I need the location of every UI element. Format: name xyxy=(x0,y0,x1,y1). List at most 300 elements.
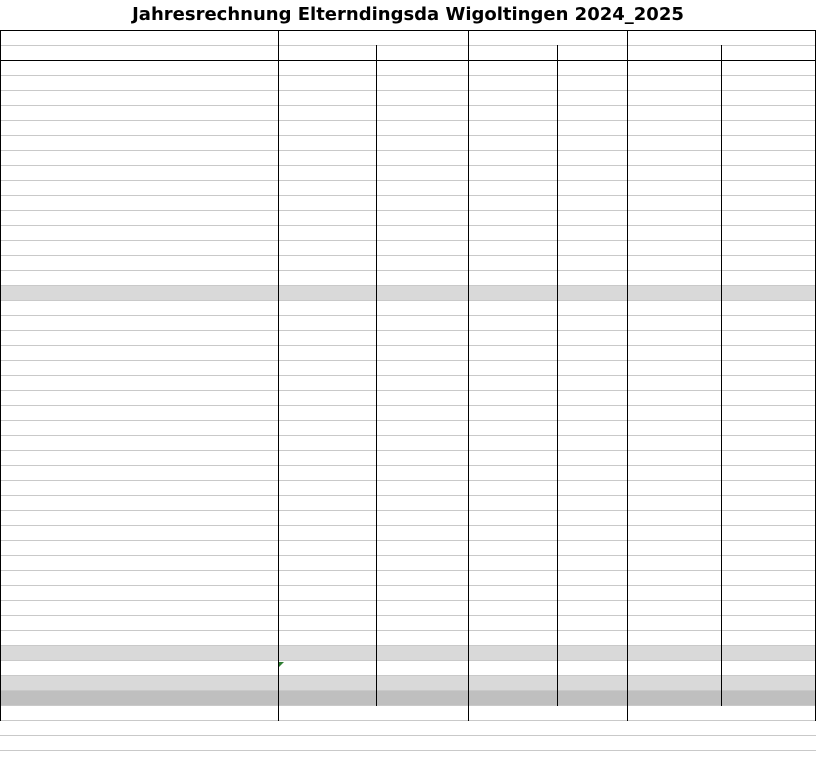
currency-label xyxy=(726,90,748,105)
income-label xyxy=(4,90,276,105)
currency-label xyxy=(726,225,748,240)
income-2023-value xyxy=(584,180,626,195)
currency-label xyxy=(472,525,494,540)
expense-2022-value xyxy=(320,360,369,375)
currency-label xyxy=(472,480,494,495)
currency-label xyxy=(282,465,304,480)
expense-2023-value xyxy=(508,600,552,615)
income-2022-value xyxy=(418,105,466,120)
expense-label xyxy=(4,555,276,570)
currency-label xyxy=(282,585,304,600)
currency-label xyxy=(472,450,494,465)
tkb-label xyxy=(4,738,154,753)
currency-label xyxy=(282,390,304,405)
column-border xyxy=(468,30,469,721)
currency-label xyxy=(562,210,584,225)
income-2024-value xyxy=(762,75,812,90)
currency-label xyxy=(282,540,304,555)
income-2024-value xyxy=(762,180,812,195)
currency-label xyxy=(380,210,402,225)
expense-2022-value xyxy=(320,495,369,510)
currency-label xyxy=(632,465,654,480)
expense-2022-value xyxy=(320,420,369,435)
currency-label xyxy=(472,600,494,615)
column-border xyxy=(627,30,628,721)
currency-label xyxy=(380,225,402,240)
expense-2024-value xyxy=(672,390,718,405)
surplus-2024 xyxy=(672,691,718,706)
total-aufwand-2024 xyxy=(672,661,718,676)
currency-label xyxy=(380,135,402,150)
income-2022-value xyxy=(418,225,466,240)
income-2024-value xyxy=(762,225,812,240)
expense-label xyxy=(4,510,276,525)
currency-label xyxy=(282,345,304,360)
income-label xyxy=(4,210,276,225)
currency-label xyxy=(562,150,584,165)
income-2023-value xyxy=(584,195,626,210)
expense-2022-value xyxy=(320,300,369,315)
income-label xyxy=(4,135,276,150)
expense-2022-value xyxy=(320,600,369,615)
expense-2022-value xyxy=(320,435,369,450)
income-2022-value xyxy=(418,90,466,105)
header-aufwand-2023 xyxy=(472,45,552,60)
gridline xyxy=(0,285,816,286)
expense-2022-value xyxy=(320,375,369,390)
page-title: Jahresrechnung Elterndingsda Wigoltingen 2024_2025 xyxy=(132,4,684,25)
income-2023-value xyxy=(584,60,626,75)
expense-2023-value xyxy=(508,465,552,480)
expense-2024-value xyxy=(672,600,718,615)
header-activities xyxy=(4,30,264,45)
currency-label xyxy=(472,300,494,315)
header-aufwand-2022 xyxy=(282,45,362,60)
expense-2024-value xyxy=(672,435,718,450)
column-border xyxy=(557,45,558,706)
expense-2024-value xyxy=(672,465,718,480)
currency-label xyxy=(380,165,402,180)
expense-2024-value xyxy=(672,570,718,585)
expense-label xyxy=(4,435,276,450)
currency-label xyxy=(632,600,654,615)
expense-2022-value xyxy=(320,330,369,345)
expense-2022-value xyxy=(320,540,369,555)
expense-2023-value xyxy=(508,450,552,465)
currency-label xyxy=(562,661,584,676)
income-2024-value xyxy=(762,165,812,180)
expense-2022-value xyxy=(320,555,369,570)
currency-label xyxy=(726,270,748,285)
expense-2022-value xyxy=(320,510,369,525)
expense-label xyxy=(4,615,276,630)
currency-label xyxy=(380,60,402,75)
income-2022-value xyxy=(418,240,466,255)
header-aufwand-2024 xyxy=(632,45,712,60)
income-2023-value xyxy=(584,135,626,150)
expense-2022-value xyxy=(320,525,369,540)
income-2023-value xyxy=(584,150,626,165)
currency-label xyxy=(472,540,494,555)
income-2024-value xyxy=(762,270,812,285)
expense-2024-value xyxy=(672,345,718,360)
expense-2022-value xyxy=(320,480,369,495)
currency-label xyxy=(282,300,304,315)
currency-label xyxy=(726,661,748,676)
header-ertrag-2023 xyxy=(562,45,642,60)
income-2023-value xyxy=(584,90,626,105)
currency-label xyxy=(562,240,584,255)
expense-2023-value xyxy=(508,420,552,435)
expense-2024-value xyxy=(672,540,718,555)
currency-label xyxy=(282,691,304,706)
currency-label xyxy=(282,360,304,375)
expense-label xyxy=(4,330,276,345)
currency-label xyxy=(632,375,654,390)
expense-2024-value xyxy=(672,555,718,570)
separator-band-2 xyxy=(0,645,816,660)
income-2022-value xyxy=(418,135,466,150)
expense-2023-value xyxy=(508,555,552,570)
separator-band-1 xyxy=(0,285,816,300)
expense-2024-value xyxy=(672,510,718,525)
income-2023-value xyxy=(584,210,626,225)
expense-2024-value xyxy=(672,420,718,435)
expense-2022-value xyxy=(320,405,369,420)
currency-label xyxy=(380,75,402,90)
currency-label xyxy=(726,255,748,270)
currency-label xyxy=(562,75,584,90)
currency-label xyxy=(472,330,494,345)
currency-label xyxy=(726,105,748,120)
expense-label xyxy=(4,495,276,510)
column-border xyxy=(0,30,1,721)
currency-label xyxy=(562,90,584,105)
expense-2022-value xyxy=(320,465,369,480)
expense-2024-value xyxy=(672,360,718,375)
currency-label xyxy=(562,180,584,195)
income-2024-value xyxy=(762,60,812,75)
currency-label xyxy=(632,420,654,435)
expense-2024-value xyxy=(672,630,718,645)
currency-label xyxy=(632,661,654,676)
income-2024-value xyxy=(762,195,812,210)
currency-label xyxy=(472,510,494,525)
income-2024-value xyxy=(762,255,812,270)
expense-2022-value xyxy=(320,570,369,585)
income-label xyxy=(4,105,276,120)
currency-label xyxy=(380,240,402,255)
total-aufwand-2022 xyxy=(320,661,369,676)
income-label xyxy=(4,60,276,75)
total-ertrag-2022 xyxy=(418,661,466,676)
surplus-2023 xyxy=(508,691,552,706)
currency-label xyxy=(562,60,584,75)
currency-label xyxy=(380,120,402,135)
income-2023-value xyxy=(584,240,626,255)
total-ertrag-2023 xyxy=(584,661,626,676)
surplus-label xyxy=(4,691,276,706)
expense-label xyxy=(4,405,276,420)
currency-label xyxy=(632,390,654,405)
currency-label xyxy=(144,738,166,753)
currency-label xyxy=(282,555,304,570)
currency-label xyxy=(726,135,748,150)
currency-label xyxy=(632,360,654,375)
expense-label xyxy=(4,300,276,315)
expense-2024-value xyxy=(672,450,718,465)
expense-label xyxy=(4,375,276,390)
currency-label xyxy=(632,330,654,345)
total-aufwand-2023 xyxy=(508,661,552,676)
income-2024-value xyxy=(762,90,812,105)
expense-2024-value xyxy=(672,525,718,540)
income-2022-value xyxy=(418,60,466,75)
income-2022-value xyxy=(418,195,466,210)
currency-label xyxy=(380,150,402,165)
currency-label xyxy=(726,60,748,75)
expense-2024-value xyxy=(672,585,718,600)
column-border xyxy=(721,45,722,706)
currency-label xyxy=(282,510,304,525)
currency-label xyxy=(562,195,584,210)
total-ertrag-2024 xyxy=(762,661,812,676)
income-label xyxy=(4,75,276,90)
expense-2022-value xyxy=(320,585,369,600)
currency-label xyxy=(632,345,654,360)
expense-2023-value xyxy=(508,480,552,495)
currency-label xyxy=(472,345,494,360)
expense-2022-value xyxy=(320,450,369,465)
expense-label xyxy=(4,465,276,480)
expense-label xyxy=(4,450,276,465)
totals-label xyxy=(4,661,276,676)
income-2024-value xyxy=(762,135,812,150)
income-2024-value xyxy=(762,120,812,135)
currency-label xyxy=(632,315,654,330)
expense-label xyxy=(4,585,276,600)
currency-label xyxy=(472,495,494,510)
currency-label xyxy=(726,165,748,180)
kasse-label xyxy=(4,723,154,738)
income-label xyxy=(4,225,276,240)
currency-label xyxy=(632,450,654,465)
currency-label xyxy=(632,300,654,315)
income-2022-value xyxy=(418,180,466,195)
currency-label xyxy=(726,195,748,210)
expense-2024-value xyxy=(672,615,718,630)
currency-label xyxy=(632,570,654,585)
currency-label xyxy=(282,450,304,465)
income-2024-value xyxy=(762,210,812,225)
currency-label xyxy=(472,375,494,390)
expense-2023-value xyxy=(508,360,552,375)
currency-label xyxy=(726,150,748,165)
income-2024-value xyxy=(762,105,812,120)
currency-label xyxy=(282,661,304,676)
income-label xyxy=(4,120,276,135)
currency-label xyxy=(562,135,584,150)
currency-label xyxy=(144,723,166,738)
expense-2023-value xyxy=(508,570,552,585)
expense-2024-value xyxy=(672,495,718,510)
expense-label xyxy=(4,315,276,330)
expense-2023-value xyxy=(508,405,552,420)
currency-label xyxy=(380,105,402,120)
expense-2022-value xyxy=(320,345,369,360)
currency-label xyxy=(726,75,748,90)
currency-label xyxy=(726,210,748,225)
separator-band-3 xyxy=(0,676,816,691)
expense-2023-value xyxy=(508,300,552,315)
expense-label xyxy=(4,390,276,405)
income-2022-value xyxy=(418,270,466,285)
currency-label xyxy=(282,495,304,510)
currency-label xyxy=(282,435,304,450)
header-ertrag-2022 xyxy=(380,45,460,60)
currency-label xyxy=(380,195,402,210)
expense-label xyxy=(4,360,276,375)
expense-label xyxy=(4,630,276,645)
expense-2023-value xyxy=(508,525,552,540)
expense-2023-value xyxy=(508,540,552,555)
expense-label xyxy=(4,600,276,615)
currency-label xyxy=(282,525,304,540)
currency-label xyxy=(472,585,494,600)
header-ertrag-2024 xyxy=(726,45,806,60)
currency-label xyxy=(282,600,304,615)
currency-label xyxy=(472,405,494,420)
currency-label xyxy=(380,180,402,195)
currency-label xyxy=(562,105,584,120)
expense-2022-value xyxy=(320,315,369,330)
income-label xyxy=(4,255,276,270)
income-2023-value xyxy=(584,105,626,120)
currency-label xyxy=(726,240,748,255)
currency-label xyxy=(472,435,494,450)
kasse-value xyxy=(170,723,218,738)
income-label xyxy=(4,180,276,195)
expense-2023-value xyxy=(508,585,552,600)
expense-label xyxy=(4,570,276,585)
footnote-text xyxy=(316,722,556,737)
income-label xyxy=(4,270,276,285)
income-2023-value xyxy=(584,165,626,180)
gridline xyxy=(0,720,816,721)
currency-label xyxy=(472,420,494,435)
footnote-marker xyxy=(377,343,385,358)
header-year-2023 xyxy=(472,30,622,45)
expense-2023-value xyxy=(508,345,552,360)
currency-label xyxy=(632,615,654,630)
expense-label xyxy=(4,345,276,360)
income-2022-value xyxy=(418,75,466,90)
tkb-value xyxy=(170,738,218,753)
income-2024-value xyxy=(762,240,812,255)
currency-label xyxy=(562,270,584,285)
currency-label xyxy=(380,661,402,676)
currency-label xyxy=(282,330,304,345)
currency-label xyxy=(472,390,494,405)
expense-label xyxy=(4,525,276,540)
surplus-2022 xyxy=(320,691,369,706)
currency-label xyxy=(282,570,304,585)
expense-2024-value xyxy=(672,405,718,420)
currency-label xyxy=(562,165,584,180)
expense-2024-value xyxy=(672,375,718,390)
expense-2023-value xyxy=(508,510,552,525)
income-label xyxy=(4,195,276,210)
currency-label xyxy=(632,495,654,510)
currency-label xyxy=(472,570,494,585)
currency-label xyxy=(282,375,304,390)
currency-label xyxy=(632,540,654,555)
expense-2023-value xyxy=(508,330,552,345)
gridline xyxy=(0,645,816,646)
currency-label xyxy=(632,691,654,706)
currency-label xyxy=(472,360,494,375)
expense-label xyxy=(4,480,276,495)
currency-label xyxy=(472,691,494,706)
currency-label xyxy=(632,405,654,420)
currency-label xyxy=(380,90,402,105)
income-label xyxy=(4,240,276,255)
currency-label xyxy=(562,120,584,135)
income-2022-value xyxy=(418,210,466,225)
expense-2024-value xyxy=(672,315,718,330)
currency-label xyxy=(632,630,654,645)
income-2022-value xyxy=(418,150,466,165)
column-border xyxy=(376,45,377,706)
expense-2023-value xyxy=(508,390,552,405)
income-label xyxy=(4,150,276,165)
currency-label xyxy=(632,480,654,495)
expense-label xyxy=(4,420,276,435)
currency-label xyxy=(632,555,654,570)
expense-2023-value xyxy=(508,495,552,510)
currency-label xyxy=(282,480,304,495)
expense-2024-value xyxy=(672,480,718,495)
expense-2023-value xyxy=(508,315,552,330)
income-2023-value xyxy=(584,120,626,135)
currency-label xyxy=(562,225,584,240)
currency-label xyxy=(726,180,748,195)
currency-label xyxy=(380,270,402,285)
expense-2024-value xyxy=(672,330,718,345)
currency-label xyxy=(282,405,304,420)
ledger-table xyxy=(0,30,816,764)
currency-label xyxy=(282,315,304,330)
expense-label xyxy=(4,540,276,555)
income-2023-value xyxy=(584,225,626,240)
header-year-2022 xyxy=(282,30,462,45)
currency-label xyxy=(632,585,654,600)
income-2023-value xyxy=(584,270,626,285)
currency-label xyxy=(632,510,654,525)
income-label xyxy=(4,165,276,180)
income-2024-value xyxy=(762,150,812,165)
column-border xyxy=(278,30,279,721)
income-2023-value xyxy=(584,75,626,90)
income-2022-value xyxy=(418,165,466,180)
header-year-2024 xyxy=(632,30,812,45)
currency-label xyxy=(472,555,494,570)
expense-2023-value xyxy=(508,375,552,390)
income-2022-value xyxy=(418,120,466,135)
expense-2024-value xyxy=(672,300,718,315)
currency-label xyxy=(632,525,654,540)
currency-label xyxy=(472,465,494,480)
